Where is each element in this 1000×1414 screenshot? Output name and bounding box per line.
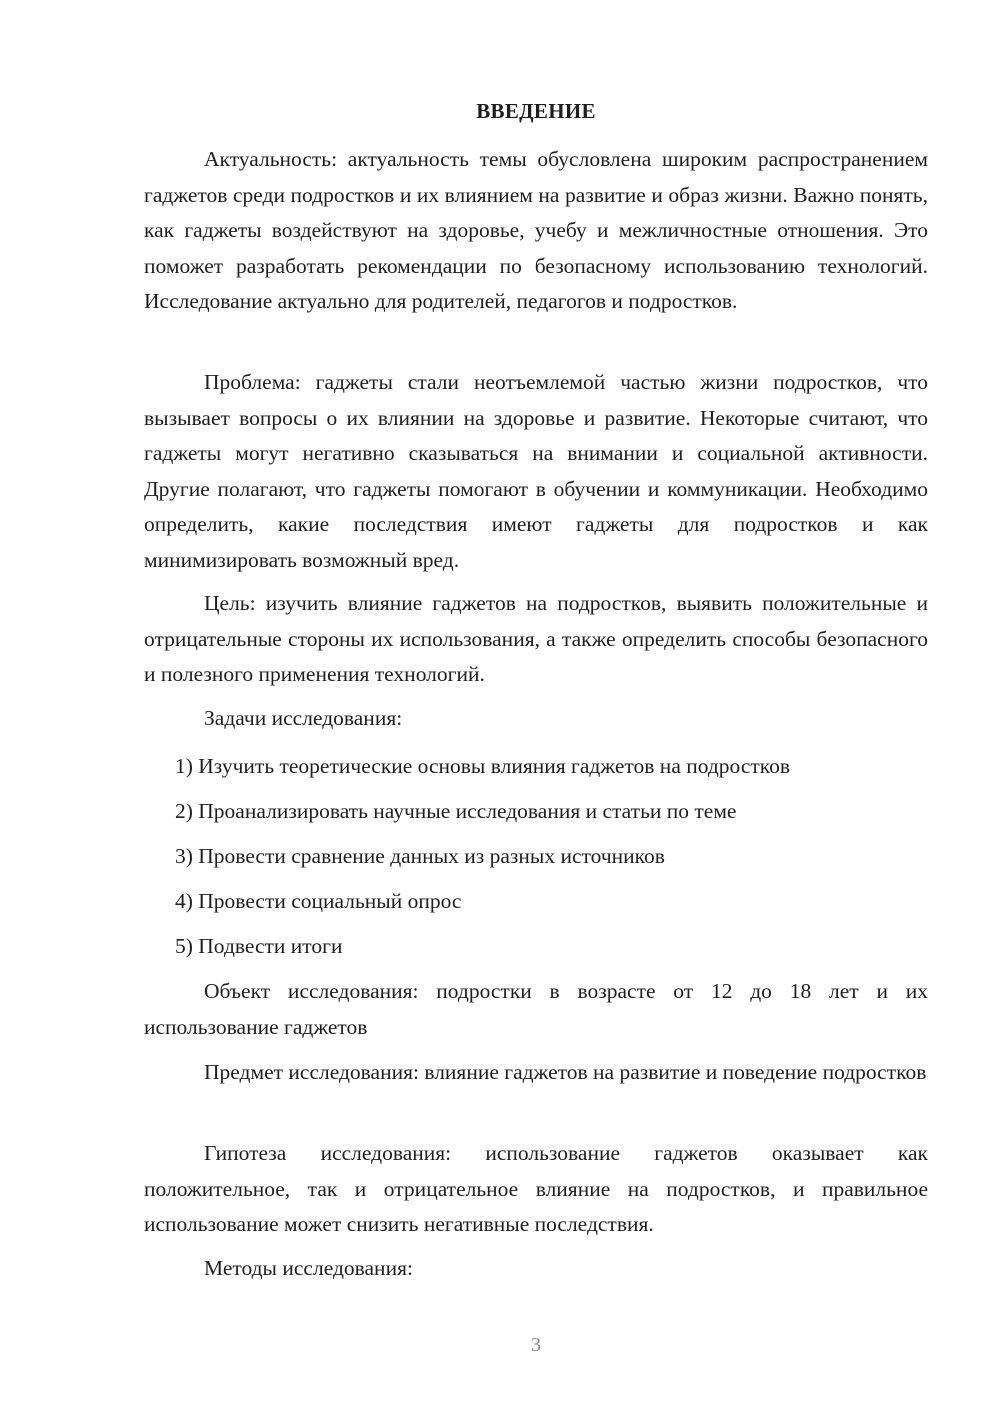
task-item-4: 4) Провести социальный опрос: [175, 889, 462, 913]
tasks-title: Задачи исследования:: [204, 706, 403, 730]
task-item-1: 1) Изучить теоретические основы влияния гаджетов на подростков: [175, 754, 791, 778]
section-heading: ВВЕДЕНИЕ: [476, 99, 596, 123]
subject-paragraph: Предмет исследования: влияние гаджетов на развитие и поведение подростков: [204, 1060, 927, 1084]
hypothesis-paragraph: Гипотеза исследования: использование гаджетов оказывает как положительное, так и отрицательное влияние на подростков, и правильное использование может снизить негативные последствия.: [144, 1141, 928, 1237]
methods-title: Методы исследования:: [204, 1256, 413, 1280]
problem-paragraph: Проблема: гаджеты стали неотъемлемой частью жизни подростков, что вызывает вопросы о их влиянии на здоровье и развитие. Некоторые считают, что гаджеты могут негативно сказываться на внимании и социальной активности. Другие полагают, что гаджеты помогают в обучении и коммуникации. Необходимо определить, какие последствия имеют гаджеты для подростков и как минимизировать возможный вред.: [144, 370, 928, 572]
relevance-paragraph: Актуальность: актуальность темы обусловлена широким распространением гаджетов среди подростков и их влиянием на развитие и образ жизни. Важно понять, как гаджеты воздействуют на здоровье, учебу и межличностные отношения. Это поможет разработать рекомендации по безопасному использованию технологий. Исследование актуально для родителей, педагогов и подростков.: [144, 147, 928, 314]
task-item-2: 2) Проанализировать научные исследования и статьи по теме: [175, 799, 737, 823]
goal-paragraph: Цель: изучить влияние гаджетов на подростков, выявить положительные и отрицательные стороны их использования, а также определить способы безопасного и полезного применения технологий.: [144, 591, 928, 687]
task-item-3: 3) Провести сравнение данных из разных источников: [175, 844, 665, 868]
object-paragraph: Объект исследования: подростки в возрасте от 12 до 18 лет и их использование гаджетов: [144, 979, 928, 1039]
task-item-5: 5) Подвести итоги: [175, 934, 343, 958]
page-number: 3: [531, 1334, 541, 1356]
